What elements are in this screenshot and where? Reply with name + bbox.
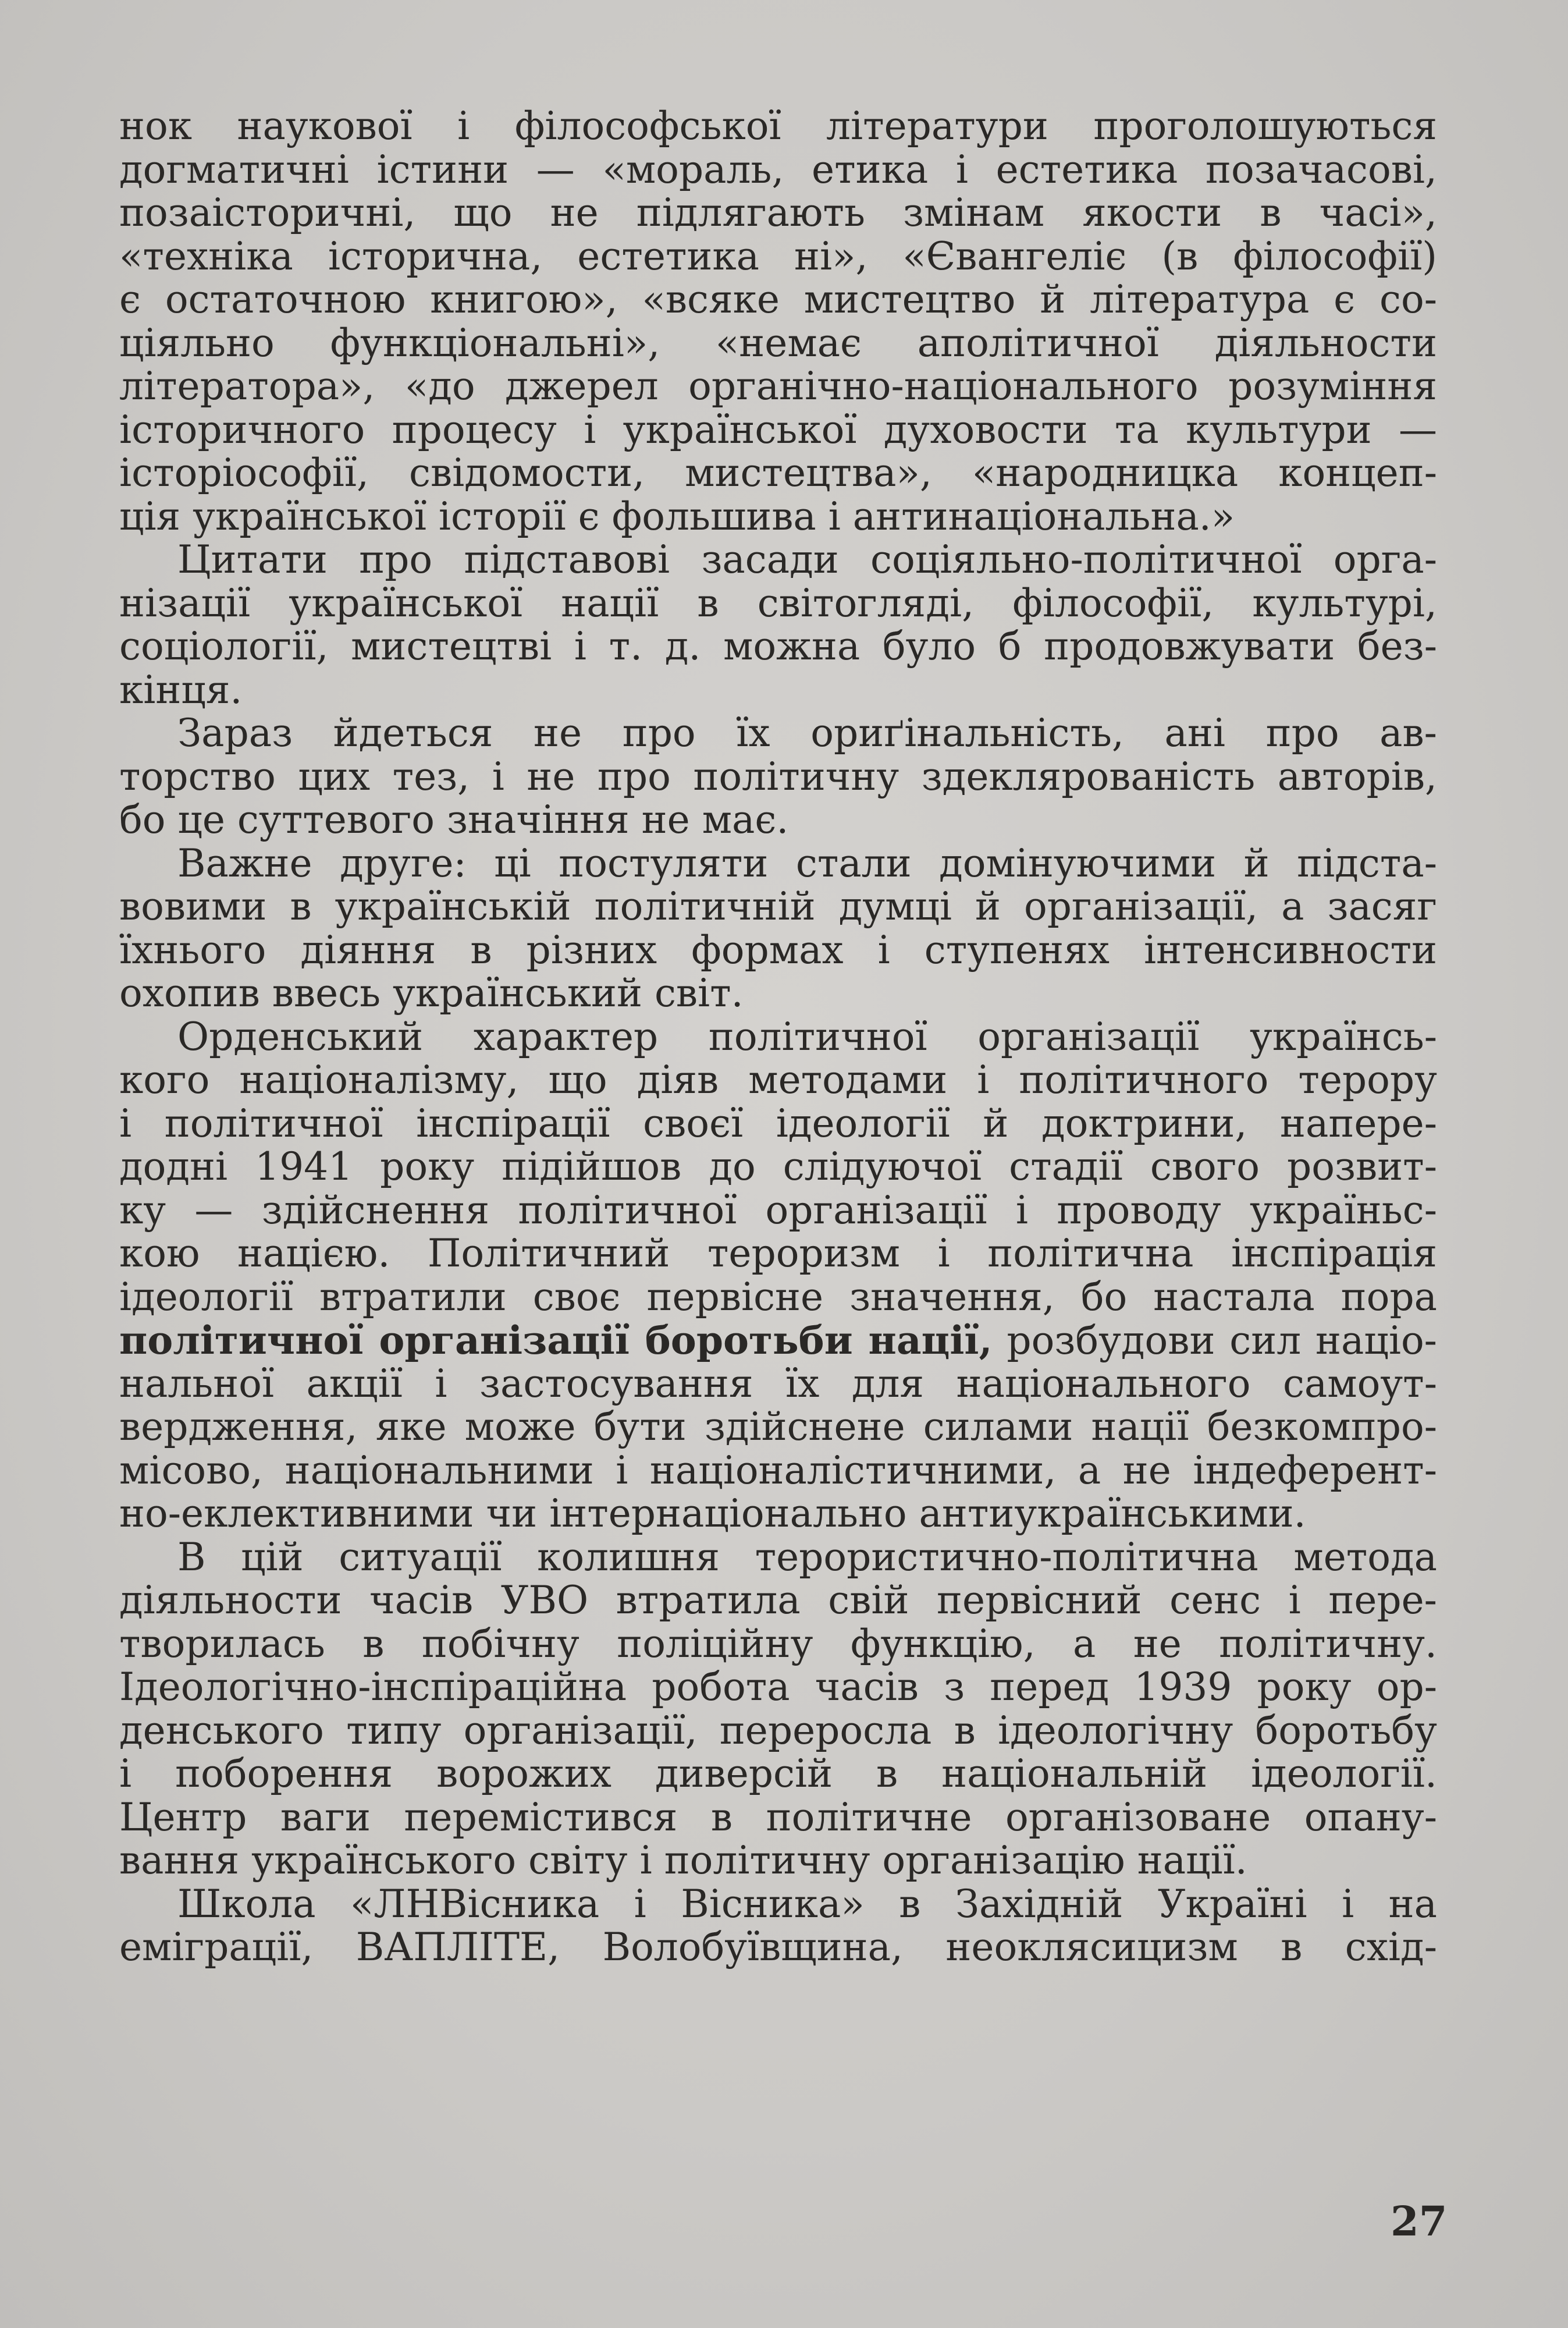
text-line: нальної акції і застосування їх для національного самоут-: [119, 1362, 1437, 1406]
text-line: Цитати про підставові засади соціяльно-політичної орга-: [177, 538, 1437, 582]
text-line: їхнього діяння в різних формах і ступенях інтенсивности: [119, 928, 1437, 972]
text-line: Зараз йдеться не про їх ориґінальність, ані про ав-: [177, 712, 1437, 755]
text-line: ідеології втратили своє первісне значення, бо настала пора: [119, 1275, 1437, 1319]
text-line-with-bold: [119, 1319, 1437, 1362]
page-number: 27: [1391, 2197, 1448, 2245]
text-line: Ідеологічно-інспіраційна робота часів з перед 1939 року ор-: [119, 1666, 1437, 1709]
text-line: вання українського світу і політичну організацію нації.: [119, 1839, 1247, 1883]
text-line: ку — здійснення політичної організації і проводу україньс-: [119, 1188, 1437, 1232]
text-line: літератора», «до джерел органічно-національного розуміння: [119, 365, 1437, 409]
text-line: ціяльно функціональні», «немає аполітичної діяльности: [119, 321, 1437, 365]
text-line: історіософії, свідомости, мистецтва», «народницка концеп-: [119, 452, 1437, 495]
text-line: бо це суттевого значіння не має.: [119, 799, 789, 842]
text-line: Орденський характер політичної організації українсь-: [177, 1015, 1437, 1059]
text-line: охопив ввесь український світ.: [119, 972, 744, 1016]
text-line: «техніка історична, естетика ні», «Євангеліє (в філософії): [119, 235, 1437, 278]
body-text: [119, 105, 1437, 1969]
text-line: Центр ваги перемістився в політичне організоване опану-: [119, 1795, 1437, 1839]
text-line: Важне друге: ці постуляти стали домінуючими й підста-: [177, 842, 1437, 885]
text-line: вердження, яке може бути здійснене силами нації безкомпро-: [119, 1406, 1437, 1449]
text-line: денського типу організації, переросла в ідеологічну боротьбу: [119, 1709, 1437, 1752]
bold-phrase: політичної організації боротьби нації,: [119, 1319, 993, 1362]
text-line: кого націоналізму, що діяв методами і політичного терору: [119, 1059, 1437, 1102]
text-line: нок наукової і філософської літератури проголошуються: [119, 105, 1437, 148]
text-line: кінця.: [119, 668, 243, 712]
text-line: є остаточною книгою», «всяке мистецтво й література є со-: [119, 278, 1437, 322]
text-line: діяльности часів УВО втратила свій первісний сенс і пере-: [119, 1579, 1437, 1623]
text-line-tail: розбудови сил націо-: [1007, 1319, 1437, 1362]
text-line: ція української історії є фольшива і антинаціональна.»: [119, 495, 1235, 538]
text-line: творилась в побічну поліційну функцію, а не політичну.: [119, 1622, 1437, 1666]
text-line: кою нацією. Політичний тероризм і політична інспірація: [119, 1232, 1437, 1276]
text-line: історичного процесу і української духовости та культури —: [119, 408, 1437, 452]
text-line: позаісторичні, що не підлягають змінам якости в часі»,: [119, 191, 1437, 235]
text-line: вовими в українській політичній думці й організації, а засяг: [119, 885, 1437, 929]
text-line: соціології, мистецтві і т. д. можна було б продовжувати без-: [119, 625, 1437, 669]
text-line: і політичної інспірації своєї ідеології й доктрини, напере-: [119, 1102, 1437, 1145]
text-line: місово, національними і націоналістичними, а не індеферент-: [119, 1449, 1437, 1492]
text-line: Школа «ЛНВісника і Вісника» в Західній Україні і на: [177, 1882, 1437, 1926]
text-line: торство цих тез, і не про політичну здеклярованість авторів,: [119, 755, 1437, 799]
text-line: В цій ситуації колишня терористично-політична метода: [177, 1535, 1437, 1579]
text-line: еміграції, ВАПЛІТЕ, Волобуївщина, неоклясицизм в схід-: [119, 1926, 1437, 1969]
text-line: нізації української нації в світогляді, філософії, культурі,: [119, 581, 1437, 625]
text-line: но-еклективними чи інтернаціонально антиукраїнськими.: [119, 1492, 1306, 1536]
text-line: додні 1941 року підійшов до слідуючої стадії свого розвит-: [119, 1145, 1437, 1189]
text-line: і поборення ворожих диверсій в національній ідеології.: [119, 1752, 1437, 1796]
text-line: догматичні істини — «мораль, етика і естетика позачасові,: [119, 148, 1437, 191]
